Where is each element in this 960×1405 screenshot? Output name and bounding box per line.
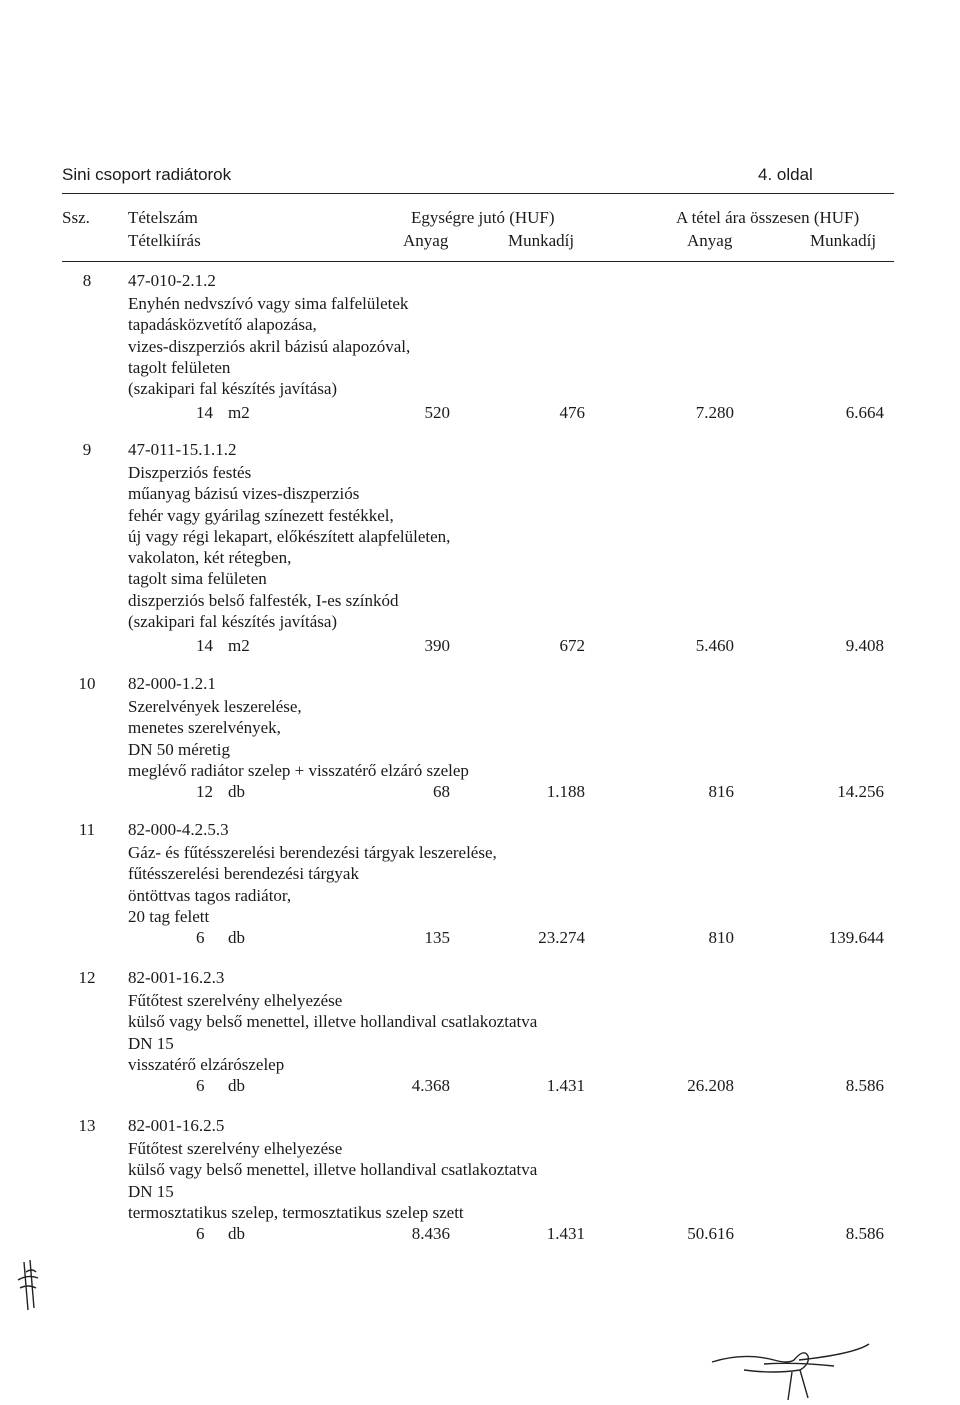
item-quantity: 6	[196, 1224, 205, 1243]
item-total-munkadij: 14.256	[837, 782, 884, 801]
col-tetelkiiras: Tételkiírás	[128, 231, 201, 250]
col-munkadij-2: Munkadíj	[810, 231, 877, 250]
item-total-munkadij: 8.586	[845, 1076, 884, 1095]
item-total-anyag: 7.280	[695, 403, 734, 422]
item-total-anyag: 810	[708, 928, 734, 947]
item-code: 82-001-16.2.3	[128, 968, 225, 987]
item-number: 8	[82, 271, 92, 290]
item-unit: db	[228, 782, 245, 801]
col-ssz: Ssz.	[62, 208, 90, 227]
item-quantity: 14	[196, 403, 213, 422]
item-quantity: 6	[196, 1076, 205, 1095]
item-description: Fűtőtest szerelvény elhelyezése külső vagy belső menettel, illetve hollandival csatlakoztatva DN 15 visszatérő elzárószelep	[128, 991, 538, 1074]
item-total-munkadij: 6.664	[845, 403, 884, 422]
item-total-munkadij: 8.586	[845, 1224, 884, 1243]
item-unit-munkadij: 23.274	[538, 928, 585, 947]
item-description: Enyhén nedvszívó vagy sima falfelületek tapadásközvetítő alapozása, vizes-diszperziós akril bázisú alapozóval, tagolt felületen (szakipari fal készítés javítása)	[128, 294, 411, 399]
col-anyag-2: Anyag	[687, 231, 733, 250]
item-total-anyag: 5.460	[695, 636, 734, 655]
col-tetelszam: Tételszám	[128, 208, 198, 227]
item-code: 47-011-15.1.1.2	[128, 440, 237, 459]
item-unit-munkadij: 1.431	[546, 1224, 585, 1243]
item-description: Szerelvények leszerelése, menetes szerelvények, DN 50 méretig meglévő radiátor szelep + visszatérő elzáró szelep	[128, 697, 469, 780]
item-number: 10	[78, 674, 96, 693]
handwritten-mark-left	[14, 1258, 44, 1314]
item-unit: db	[228, 928, 245, 947]
item-code: 82-000-4.2.5.3	[128, 820, 229, 839]
item-unit-anyag: 68	[433, 782, 450, 801]
item-quantity: 12	[196, 782, 213, 801]
col-osszesen: A tétel ára összesen (HUF)	[676, 208, 860, 227]
page-number: 4. oldal	[758, 165, 813, 184]
item-code: 47-010-2.1.2	[128, 271, 216, 290]
item-unit-anyag: 390	[424, 636, 450, 655]
header-rule-top	[62, 193, 894, 194]
item-unit-anyag: 520	[424, 403, 450, 422]
item-unit: m2	[228, 636, 250, 655]
item-number: 11	[78, 820, 96, 839]
item-total-munkadij: 9.408	[845, 636, 884, 655]
item-total-anyag: 26.208	[687, 1076, 734, 1095]
item-unit-anyag: 135	[424, 928, 450, 947]
item-unit: db	[228, 1224, 245, 1243]
header-rule-bottom	[62, 261, 894, 262]
item-unit-munkadij: 476	[559, 403, 585, 422]
item-description: Fűtőtest szerelvény elhelyezése külső vagy belső menettel, illetve hollandival csatlakoztatva DN 15 termosztatikus szelep, termosztatikus szelep szett	[128, 1139, 538, 1222]
item-unit: db	[228, 1076, 245, 1095]
item-unit: m2	[228, 403, 250, 422]
item-total-anyag: 816	[708, 782, 734, 801]
item-code: 82-000-1.2.1	[128, 674, 216, 693]
signature	[704, 1330, 874, 1402]
item-number: 9	[82, 440, 92, 459]
item-code: 82-001-16.2.5	[128, 1116, 225, 1135]
item-number: 12	[78, 968, 96, 987]
page-title: Sini csoport radiátorok	[62, 165, 232, 184]
item-unit-munkadij: 1.188	[546, 782, 585, 801]
item-quantity: 14	[196, 636, 213, 655]
col-egysegre: Egységre jutó (HUF)	[411, 208, 555, 227]
item-unit-munkadij: 1.431	[546, 1076, 585, 1095]
item-description: Gáz- és fűtésszerelési berendezési tárgyak leszerelése, fűtésszerelési berendezési tárgyak öntöttvas tagos radiátor, 20 tag felett	[128, 843, 497, 926]
item-unit-anyag: 4.368	[411, 1076, 450, 1095]
item-quantity: 6	[196, 928, 205, 947]
item-unit-munkadij: 672	[559, 636, 585, 655]
item-total-anyag: 50.616	[687, 1224, 734, 1243]
item-total-munkadij: 139.644	[828, 928, 884, 947]
item-unit-anyag: 8.436	[411, 1224, 450, 1243]
col-munkadij-1: Munkadíj	[508, 231, 575, 250]
col-anyag-1: Anyag	[403, 231, 449, 250]
item-description: Diszperziós festés műanyag bázisú vizes-diszperziós fehér vagy gyárilag színezett festékkel, új vagy régi lekapart, előkészített alapfelületen, vakolaton, két rétegben, tagolt sima felületen diszperziós belső falfesték, I-es színkód (szakipari fal készítés javítása)	[128, 463, 451, 632]
item-number: 13	[78, 1116, 96, 1135]
